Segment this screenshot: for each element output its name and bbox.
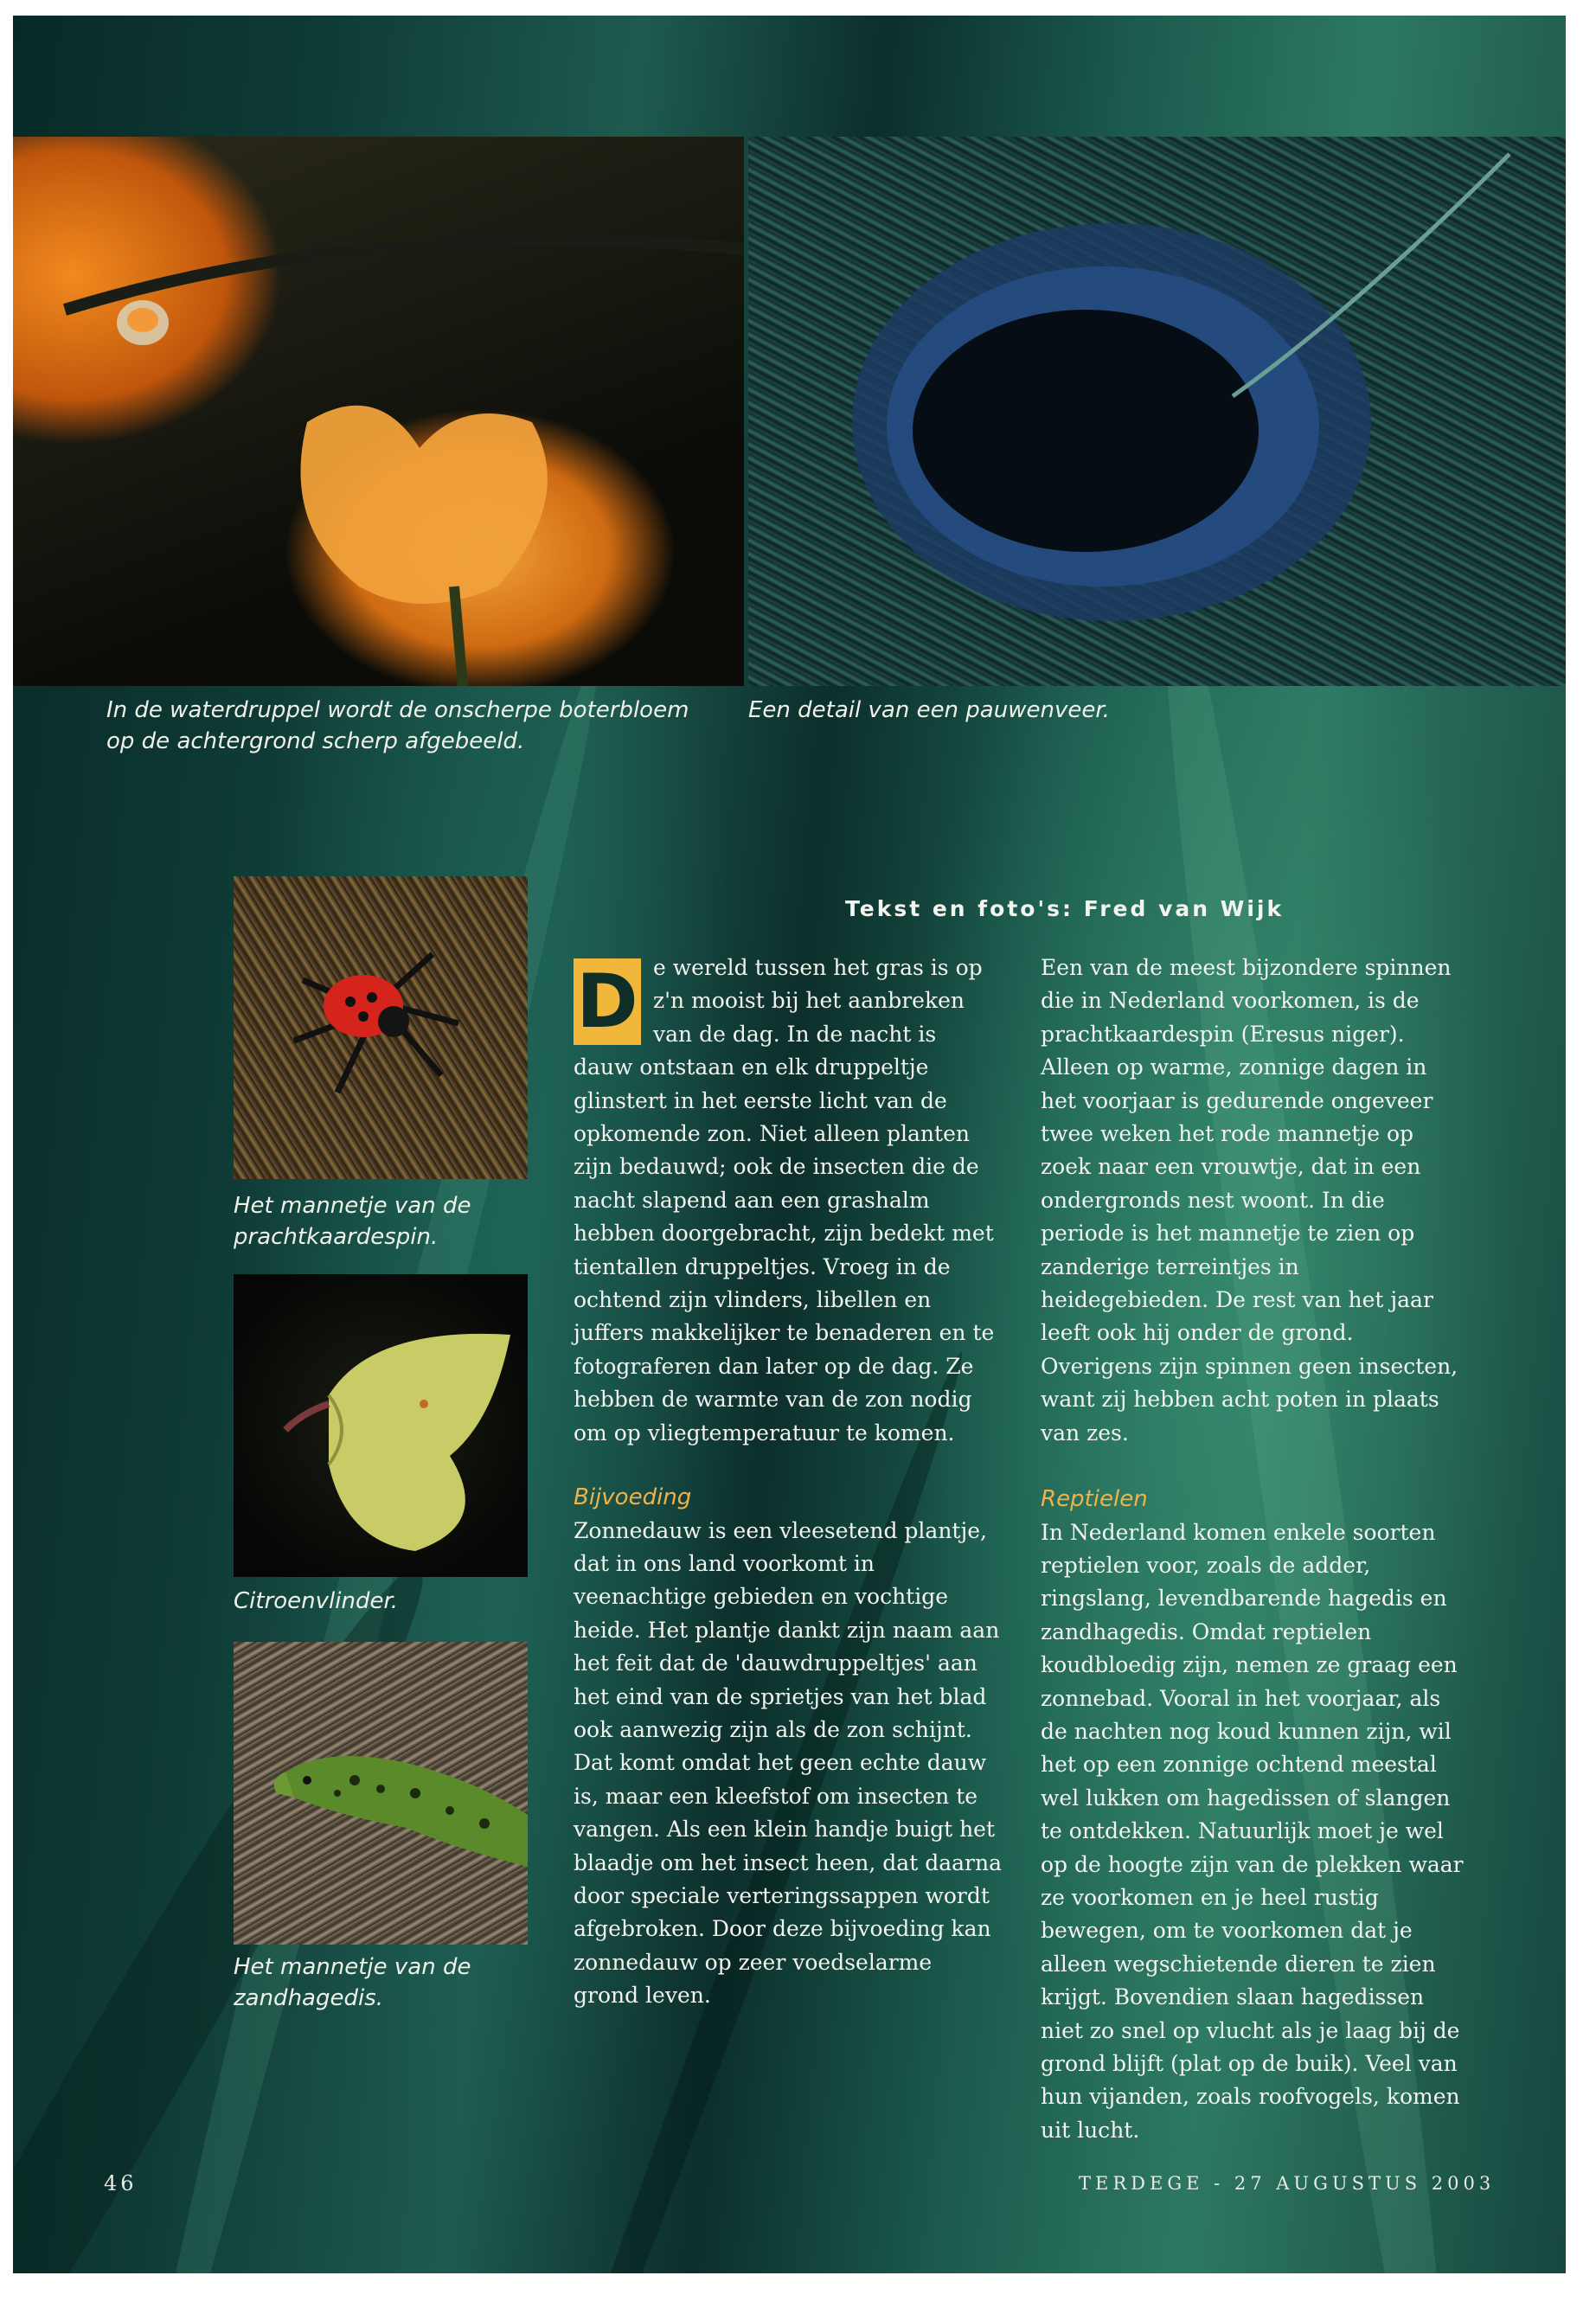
peacock-eye-illustration <box>748 137 1566 686</box>
reptielen-paragraph: In Nederland komen enkele soorten reptielen voor, zoals de adder, ringslang, levendbarende hagedis en zandhagedis. Omdat reptielen koudbloedig zijn, nemen ze graag een zonnebad. Vooral in het voorjaar, als de nachten nog koud kunnen zijn, wil het op een zonnige ochtend meestal wel lukken om hagedissen of slangen te ontdekken. Natuurlijk moet je wel op de hoogte zijn van de plekken waar ze voorkomen en je heel rustig bewegen, om te voorkomen dat je alleen wegschietende dieren te zien krijgt. Bovendien slaan hagedissen niet zo snel op vlucht als je laag bij de grond blijft (plat op de buik). Veel van hun vijanden, zoals roofvogels, komen uit lucht. <box>1041 1519 1464 2143</box>
article-column-2 <box>1041 952 1469 2147</box>
byline: Tekst en foto's: Fred van Wijk <box>845 896 1285 921</box>
spider-intro-paragraph: Een van de meest bijzondere spinnen die in Nederland voorkomen, is de prachtkaardespin (Eresus niger). Alleen op warme, zonnige dagen in het voorjaar is gedurende ongeveer twee weken het rode mannetje op zoek naar een vrouwtje, dat in een ondergronds nest woont. In die periode is het mannetje te zien op zanderige terreintjes in heidegebieden. De rest van het jaar leeft ook hij onder de grond. Overigens zijn spinnen geen insecten, want zij hebben acht poten in plaats van zes. <box>1041 955 1458 1445</box>
intro-paragraph <box>574 952 1002 1450</box>
page-number: 46 <box>104 2171 138 2195</box>
heading-reptielen: Reptielen <box>1041 1486 1148 1513</box>
spider-illustration <box>234 876 528 1179</box>
drop-cap: D <box>574 958 641 1045</box>
butterfly-illustration <box>234 1274 528 1577</box>
caption-waterdrop: In de waterdruppel wordt de onscherpe boterbloem op de achtergrond scherp afgebeeld. <box>106 697 689 754</box>
lizard-photo <box>234 1642 528 1945</box>
heading-bijvoeding: Bijvoeding <box>574 1484 692 1511</box>
spider-photo <box>234 876 528 1179</box>
bijvoeding-paragraph: Zonnedauw is een vleesetend plantje, dat in ons land voorkomt in veenachtige gebieden en vochtige heide. Het plantje dankt zijn naam aan het feit dat de 'dauwdruppeltjes' aan het eind van de sprietjes van het blad ook aanwezig zijn als de zon schijnt. Dat komt omdat het geen echte dauw is, maar een kleefstof om insecten te vangen. Als een klein handje buigt het blaadje om het insect heen, dat daarna door speciale verteringssappen wordt afgebroken. Door deze bijvoeding kan zonnedauw op zeer voedselarme grond leven. <box>574 1517 1002 2009</box>
lizard-illustration <box>234 1642 528 1945</box>
caption-lizard: Het mannetje van de zandhagedis. <box>234 1954 471 2011</box>
intro-text: e wereld tussen het gras is op z'n mooist bij het aanbreken van de dag. In de nacht is dauw ontstaan en elk druppeltje glinstert in het eerste licht van de opkomende zon. Niet alleen planten zijn bedauwd; ook de insecten die de nacht slapend aan een grashalm hebben doorgebracht, zijn bedekt met tientallen druppeltjes. Vroeg in de ochtend zijn vlinders, libellen en juffers makkelijker te benaderen en te fotograferen dan later op de dag. Ze hebben de warmte van de zon nodig om op vliegtemperatuur te komen. <box>574 955 995 1445</box>
buttercup-illustration <box>13 137 744 686</box>
magazine-page <box>13 16 1566 2273</box>
caption-butterfly: Citroenvlinder. <box>234 1588 399 1614</box>
caption-spider: Het mannetje van de prachtkaardespin. <box>234 1193 471 1250</box>
butterfly-photo <box>234 1274 528 1577</box>
peacock-feather-photo <box>748 137 1566 686</box>
buttercup-waterdrop-photo <box>13 137 744 686</box>
article-column-1 <box>574 952 1002 2013</box>
publication-date: TERDEGE - 27 AUGUSTUS 2003 <box>1079 2173 1496 2194</box>
caption-peacock: Een detail van een pauwenveer. <box>748 697 1110 723</box>
